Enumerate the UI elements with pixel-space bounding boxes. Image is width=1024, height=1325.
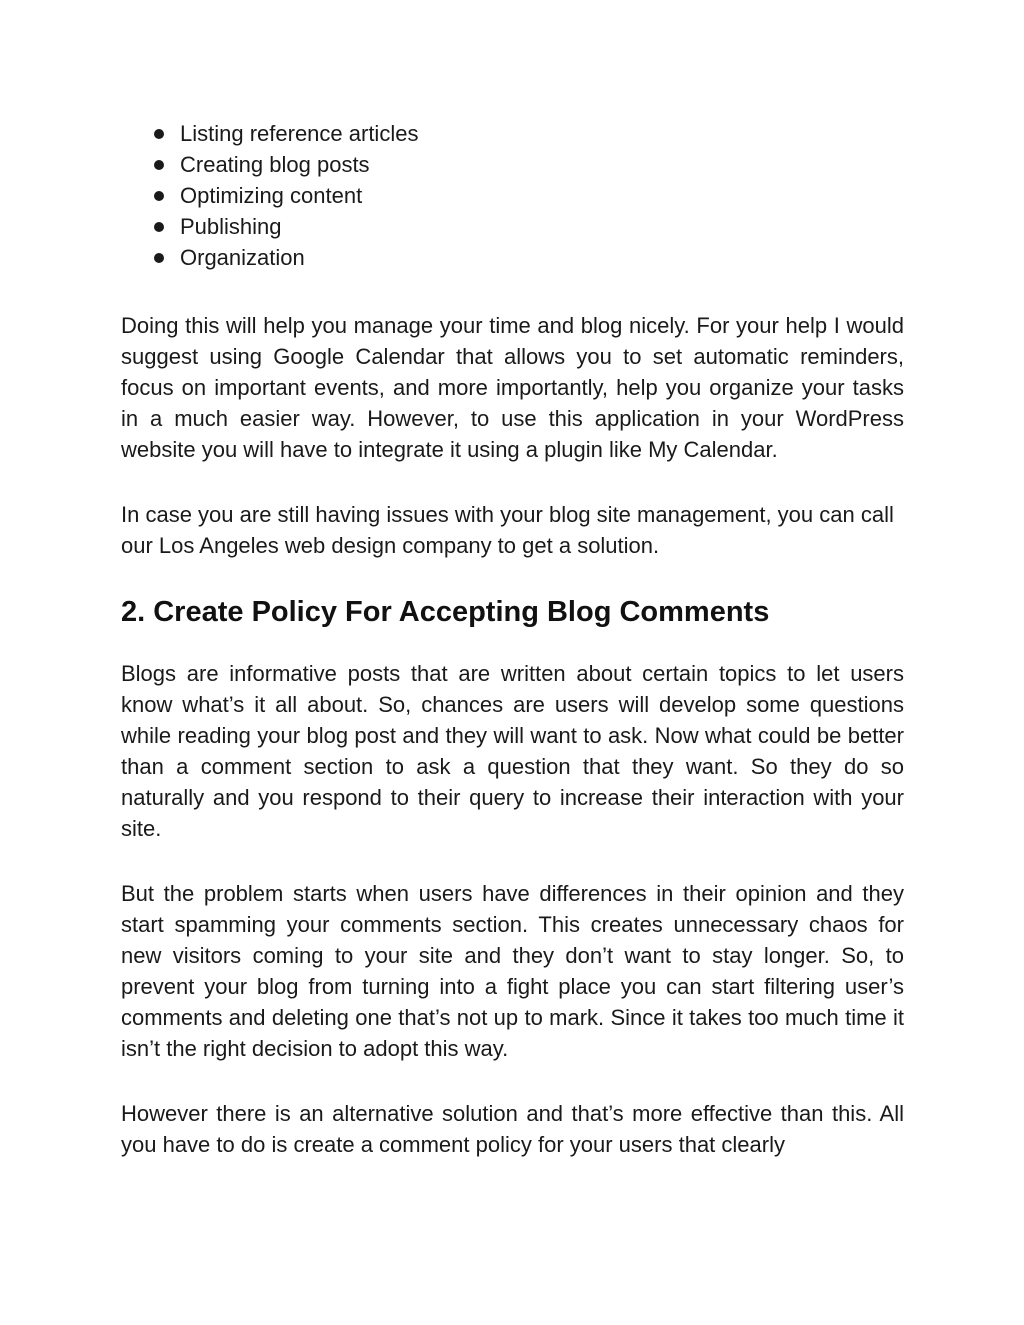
paragraph-problem: But the problem starts when users have differences in their opinion and they start spamming your comments section. This creates unnecessary chaos for new visitors coming to your site and they don’t want to stay longer. So, to prevent your blog from turning into a fight place you can start filtering user’s comments and deleting one that’s not up to mark. Since it takes too much time it isn’t the right decision to adopt this way. — [121, 881, 904, 1061]
bullet-dot-icon — [154, 222, 164, 232]
document-page — [121, 118, 904, 1160]
bullet-dot-icon — [154, 160, 164, 170]
bullet-dot-icon — [154, 191, 164, 201]
bullet-list — [121, 118, 904, 273]
bullet-text: Organization — [180, 245, 305, 270]
bullet-item — [121, 118, 904, 149]
bullet-item — [121, 211, 904, 242]
bullet-dot-icon — [154, 129, 164, 139]
bullet-item — [121, 180, 904, 211]
bullet-item — [121, 149, 904, 180]
paragraph-blogs-intro: Blogs are informative posts that are written about certain topics to let users know what’s it all about. So, chances are users will develop some questions while reading your blog post and they will want to ask. Now what could be better than a comment section to ask a question that they want. So they do so naturally and you respond to their query to increase their interaction with your site. — [121, 661, 904, 841]
bullet-text: Listing reference articles — [180, 121, 419, 146]
paragraph-support: In case you are still having issues with your blog site management, you can call our Los Angeles web design company to get a solution. — [121, 502, 894, 558]
paragraph-calendar: Doing this will help you manage your time and blog nicely. For your help I would suggest using Google Calendar that allows you to set automatic reminders, focus on important events, and more importantly, help you organize your tasks in a much easier way. However, to use this application in your WordPress website you will have to integrate it using a plugin like My Calendar. — [121, 313, 904, 462]
bullet-text: Creating blog posts — [180, 152, 370, 177]
bullet-text: Optimizing content — [180, 183, 363, 208]
bullet-item — [121, 242, 904, 273]
bullet-text: Publishing — [180, 214, 282, 239]
bullet-dot-icon — [154, 253, 164, 263]
section-heading: 2. Create Policy For Accepting Blog Comments — [121, 596, 770, 628]
paragraph-alternative: However there is an alternative solution and that’s more effective than this. All you have to do is create a comment policy for your users that clearly — [121, 1101, 904, 1157]
